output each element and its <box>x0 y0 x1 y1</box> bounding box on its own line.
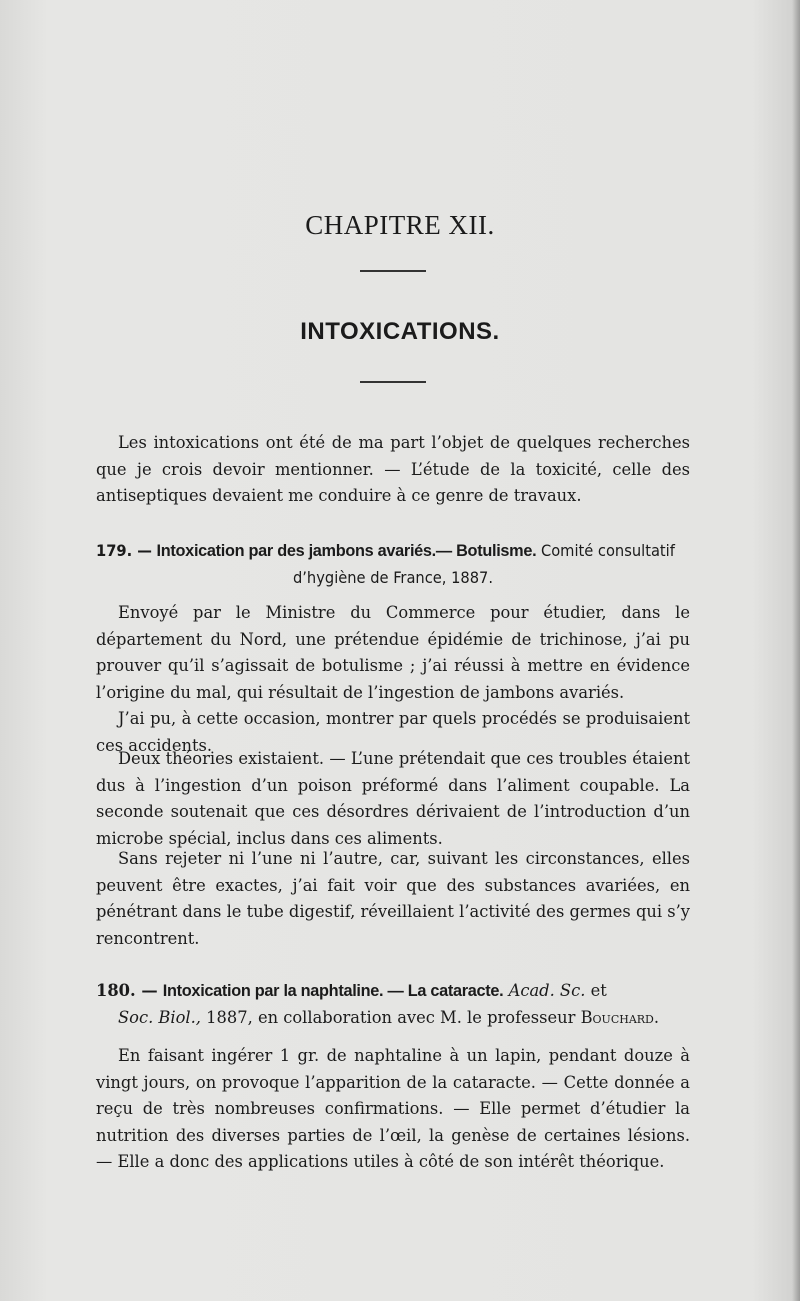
entry-180-source-join: et <box>590 981 607 1000</box>
divider-rule-top <box>360 270 426 272</box>
chapter-heading: CHAPITRE XII. <box>305 210 495 240</box>
entry-179-paragraph-3: Deux théories existaient. — L’une prétendait que ces troubles étaient dus à l’ingestion d’un poison préformé dans l’aliment coupable. La seconde soutenait que ces désordres dérivaient de l’introduction d’un microbe spécial, inclus dans ces aliments. <box>96 749 690 848</box>
entry-179-paragraph-1: Envoyé par le Ministre du Commerce pour étudier, dans le département du Nord, une prétendue épidémie de trichinose, j’ai pu prouver qu’il s’agissait de botulisme ; j’ai réussi à mettre en évidence l’origine du mal, qui résultait de l’ingestion de jambons avariés. <box>96 603 690 702</box>
entry-179-source: Comité consultatif <box>540 541 675 560</box>
entry-179-number: 179. — <box>96 541 152 560</box>
section-title: INTOXICATIONS. <box>300 318 500 345</box>
entry-180-source-author: Bouchard. <box>580 1007 660 1027</box>
entry-179-paragraph-4: Sans rejeter ni l’une ni l’autre, car, suivant les circonstances, elles peuvent être exactes, j’ai fait voir que des substances avariées, en pénétrant dans le tube digestif, réveillaient l’activité des germes qui s’y rencontrent. <box>96 849 690 948</box>
intro-paragraph: Les intoxications ont été de ma part l’objet de quelques recherches que je crois devoir mentionner. — L’étude de la toxicité, celle des antiseptiques devaient me conduire à ce genre de travaux. <box>96 433 690 505</box>
entry-180-paragraph-1: En faisant ingérer 1 gr. de naphtaline à un lapin, pendant douze à vingt jours, on provoque l’apparition de la cataracte. — Cette donnée a reçu de très nombreuses confirmations. — Elle permet d’étudier la nutrition des diverses parties de l’œil, la genèse de certaines lésions. — Elle a donc des applications utiles à côté de son intérêt théorique. <box>96 1046 690 1171</box>
entry-180-number: 180. — <box>96 981 158 1000</box>
entry-180-heading <box>96 978 690 1031</box>
entry-180-source-journal-1: Acad. Sc. <box>508 981 586 1000</box>
entry-179-heading <box>96 538 690 591</box>
page-edge-shadow <box>792 0 800 1301</box>
entry-179-paragraph-2: J’ai pu, à cette occasion, montrer par quels procédés se produisaient ces accidents. <box>96 709 690 755</box>
divider-rule-bottom <box>360 381 426 383</box>
entry-180-title: Intoxication par la naphtaline. — La cataracte. <box>162 982 504 1000</box>
entry-180-source-journal-2: Soc. Biol., <box>118 1007 201 1027</box>
entry-180-source-detail: 1887, en collaboration avec M. le professeur <box>206 1007 576 1027</box>
entry-179-source-line2: d’hygiène de France, 1887. <box>292 567 494 587</box>
entry-179-title: Intoxication par des jambons avariés.— Botulisme. <box>156 542 537 560</box>
